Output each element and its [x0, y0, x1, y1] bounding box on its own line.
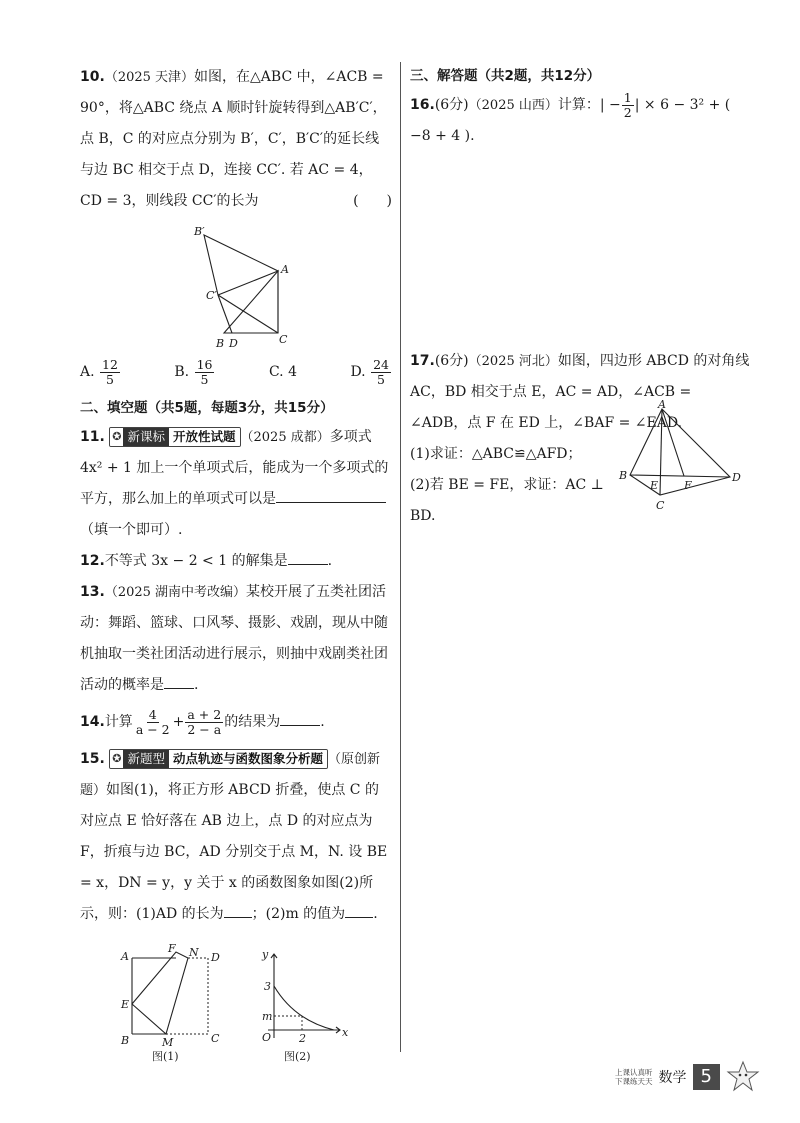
- answer-blank[interactable]: [276, 488, 386, 503]
- mascot-star-icon: [726, 1060, 760, 1094]
- label-E: E: [121, 998, 130, 1011]
- question-10: [80, 62, 392, 217]
- figure-caption: 图(2): [284, 1050, 311, 1063]
- question-13: 13.（2025 湖南中考改编）某校开展了五类社团活动：舞蹈、篮球、口风琴、摄影、戏剧，现从中随机抽取一类社团活动进行展示，则抽中戏剧类社团活动的概率是 .: [80, 584, 388, 693]
- star-icon: ✪: [110, 428, 123, 446]
- question-tag: ✪ 新题型 动点轨迹与函数图象分析题: [109, 749, 328, 769]
- label-A: A: [281, 263, 289, 276]
- q10-figure: [156, 223, 316, 353]
- option-d[interactable]: D. $\frac{24}{5}$: [350, 356, 389, 387]
- question-number: 12.: [80, 553, 105, 569]
- column-divider: [400, 62, 401, 1052]
- left-column: [80, 62, 392, 1064]
- tick-2: 2: [299, 1032, 306, 1045]
- question-source: （2025 河北）: [468, 354, 558, 369]
- label-N: N: [189, 946, 199, 959]
- option-c[interactable]: C. 4: [268, 364, 297, 380]
- label-F: F: [168, 944, 176, 955]
- label-A: A: [658, 399, 666, 411]
- question-16: 16.(6分)（2025 山西）计算：| − $\frac{1}{2}$ | × 6 − 3² + ( −8 + 4 ).: [410, 89, 731, 144]
- answer-blank[interactable]: [280, 711, 320, 726]
- star-icon: ✪: [110, 750, 123, 768]
- question-text: 如图，在△ABC 中，∠ACB = 90°，将△ABC 绕点 A 顺时针旋转得到△AB′C′，点 B，C 的对应点分别为 B′，C′，B′C′的延长线与边 BC 相交于点 D，连接 CC′. 若 AC = 4，CD = 3，则线段 CC′的长为: [80, 69, 387, 209]
- question-15: 15. ✪ 新题型 动点轨迹与函数图象分析题 （原创新题）如图(1)，将正方形 ABCD 折叠，使点 C 的对应点 E 恰好落在 AB 边上，点 D 的对应点为 F，折痕与边 BC，AD 分别交于点 M，N. 设 BE = x，DN = y，y 关于 x 的函数图象如图(2)所示，则：(1)AD 的长为 ；(2)m 的值为 .: [80, 751, 388, 922]
- answer-blank-1[interactable]: [224, 903, 252, 918]
- label-C-prime: C′: [206, 289, 217, 302]
- label-C: C: [656, 499, 665, 512]
- page-number: 5: [693, 1064, 720, 1090]
- page-footer: [615, 1062, 760, 1092]
- footer-subject: 数学: [658, 1070, 687, 1086]
- question-11: 11. ✪ 新课标 开放性试题 （2025 成都）多项式 4x² + 1 加上一个单项式后，能成为一个多项式的平方，那么加上的单项式可以是（填一个即可）.: [80, 429, 389, 538]
- label-B: B: [216, 337, 225, 350]
- origin-label: O: [262, 1031, 272, 1044]
- q10-options: [80, 357, 392, 388]
- label-E: E: [650, 479, 659, 492]
- q17-figure: [618, 399, 746, 527]
- question-number: 17.: [410, 353, 435, 369]
- label-B: B: [121, 1034, 130, 1047]
- question-number: 13.: [80, 584, 105, 600]
- question-source: （2025 山西）: [468, 98, 558, 113]
- axis-label-y: y: [262, 948, 269, 961]
- q15-figures: [80, 944, 392, 1064]
- section-answer: 三、解答题（共2题，共12分）: [410, 68, 601, 84]
- question-source: （2025 天津）: [104, 70, 195, 85]
- label-B-prime: B′: [194, 225, 205, 238]
- axis-label-x: x: [342, 1026, 349, 1039]
- figure-caption: 图(1): [152, 1050, 179, 1063]
- answer-blank[interactable]: [288, 550, 328, 565]
- label-M: M: [162, 1036, 174, 1049]
- question-source: （2025 湖南中考改编）: [104, 585, 247, 600]
- question-tag: ✪ 新课标 开放性试题: [109, 427, 240, 447]
- question-number: 10.: [80, 69, 105, 85]
- question-source: （原创新题）: [80, 752, 381, 798]
- label-C: C: [211, 1032, 220, 1045]
- question-source: （2025 成都）: [240, 430, 330, 445]
- answer-blank-2[interactable]: [345, 903, 373, 918]
- question-number: 14.: [80, 714, 105, 730]
- question-14: 14.计算 $\frac{4}{a - 2}$ + $\frac{a + 2}{2 - a}$ 的结果为 .: [80, 706, 325, 737]
- q15-figure-2: [254, 944, 354, 1064]
- section-fill-in: 二、填空题（共5题，每题3分，共15分）: [80, 400, 334, 416]
- label-D: D: [211, 951, 220, 964]
- label-B: B: [619, 469, 628, 482]
- tick-3: 3: [264, 980, 271, 993]
- q17-part-2: (2)若 BE = FE，求证：AC ⊥ BD.: [410, 477, 604, 524]
- question-number: 11.: [80, 429, 105, 445]
- answer-blank[interactable]: [164, 674, 194, 689]
- q15-figure-1: [118, 944, 228, 1064]
- option-a[interactable]: A. $\frac{12}{5}$: [80, 356, 118, 387]
- question-number: 16.: [410, 97, 435, 113]
- answer-parentheses: ( ): [353, 193, 392, 209]
- label-A: A: [121, 950, 129, 963]
- label-F: F: [684, 479, 692, 492]
- label-D: D: [732, 471, 741, 484]
- footer-slogan: 上课认真听 下课练天天: [615, 1068, 653, 1086]
- tick-m: m: [262, 1010, 273, 1023]
- q17-body: [410, 399, 750, 549]
- question-number: 15.: [80, 751, 105, 767]
- label-C: C: [279, 333, 288, 346]
- question-17: 17.(6分)（2025 河北）如图，四边形 ABCD 的对角线 AC，BD 相交于点 E，AC = AD，∠ACB = ∠ADB，点 F 在 ED 上，∠BAF = ∠EAD.: [410, 353, 750, 431]
- question-12: 12.不等式 3x − 2 < 1 的解集是 .: [80, 546, 392, 577]
- q17-part-1: (1)求证：△ABC≌△AFD；: [410, 446, 582, 462]
- label-D: D: [229, 337, 238, 350]
- q16-answer-space[interactable]: [410, 152, 750, 346]
- right-column: [410, 62, 750, 549]
- option-b[interactable]: B. $\frac{16}{5}$: [174, 356, 213, 387]
